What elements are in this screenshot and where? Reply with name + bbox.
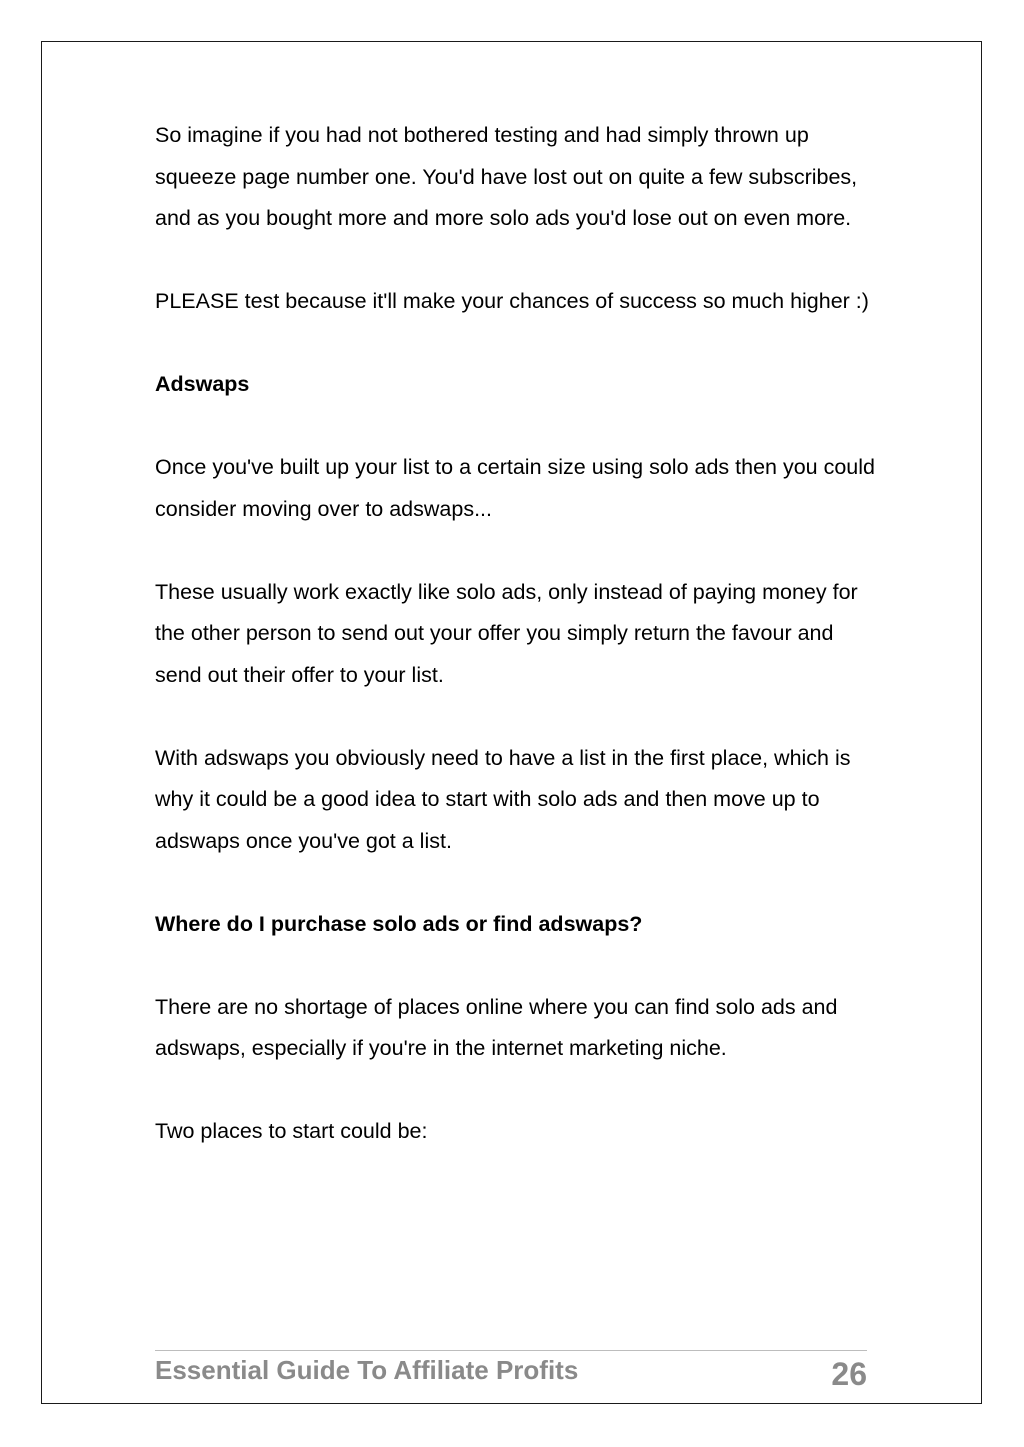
- body-paragraph: With adswaps you obviously need to have a list in the first place, which is why it could be a good idea to start with solo ads and then move up to adswaps once you've got a list.: [155, 745, 851, 853]
- section-heading-adswaps: Adswaps: [155, 372, 250, 396]
- body-paragraph: Two places to start could be:: [155, 1119, 428, 1143]
- body-paragraph: PLEASE test because it'll make your chances of success so much higher :): [155, 289, 869, 313]
- footer-page-number: 26: [831, 1356, 867, 1392]
- body-paragraph: So imagine if you had not bothered testing and had simply thrown up squeeze page number one. You'd have lost out on quite a few subscribes, and as you bought more and more solo ads you'd lose out on even more.: [155, 123, 858, 230]
- footer-divider: [155, 1350, 867, 1351]
- body-paragraph: These usually work exactly like solo ads, only instead of paying money for the other person to send out your offer you simply return the favour and send out their offer to your list.: [155, 579, 858, 687]
- body-paragraph: There are no shortage of places online where you can find solo ads and adswaps, especially if you're in the internet marketing niche.: [155, 994, 838, 1060]
- page-content: [155, 115, 875, 1194]
- section-heading-where-to-purchase: Where do I purchase solo ads or find adswaps?: [155, 911, 643, 936]
- footer-book-title: Essential Guide To Affiliate Profits: [155, 1355, 579, 1385]
- body-paragraph: Once you've built up your list to a certain size using solo ads then you could consider moving over to adswaps...: [155, 455, 875, 521]
